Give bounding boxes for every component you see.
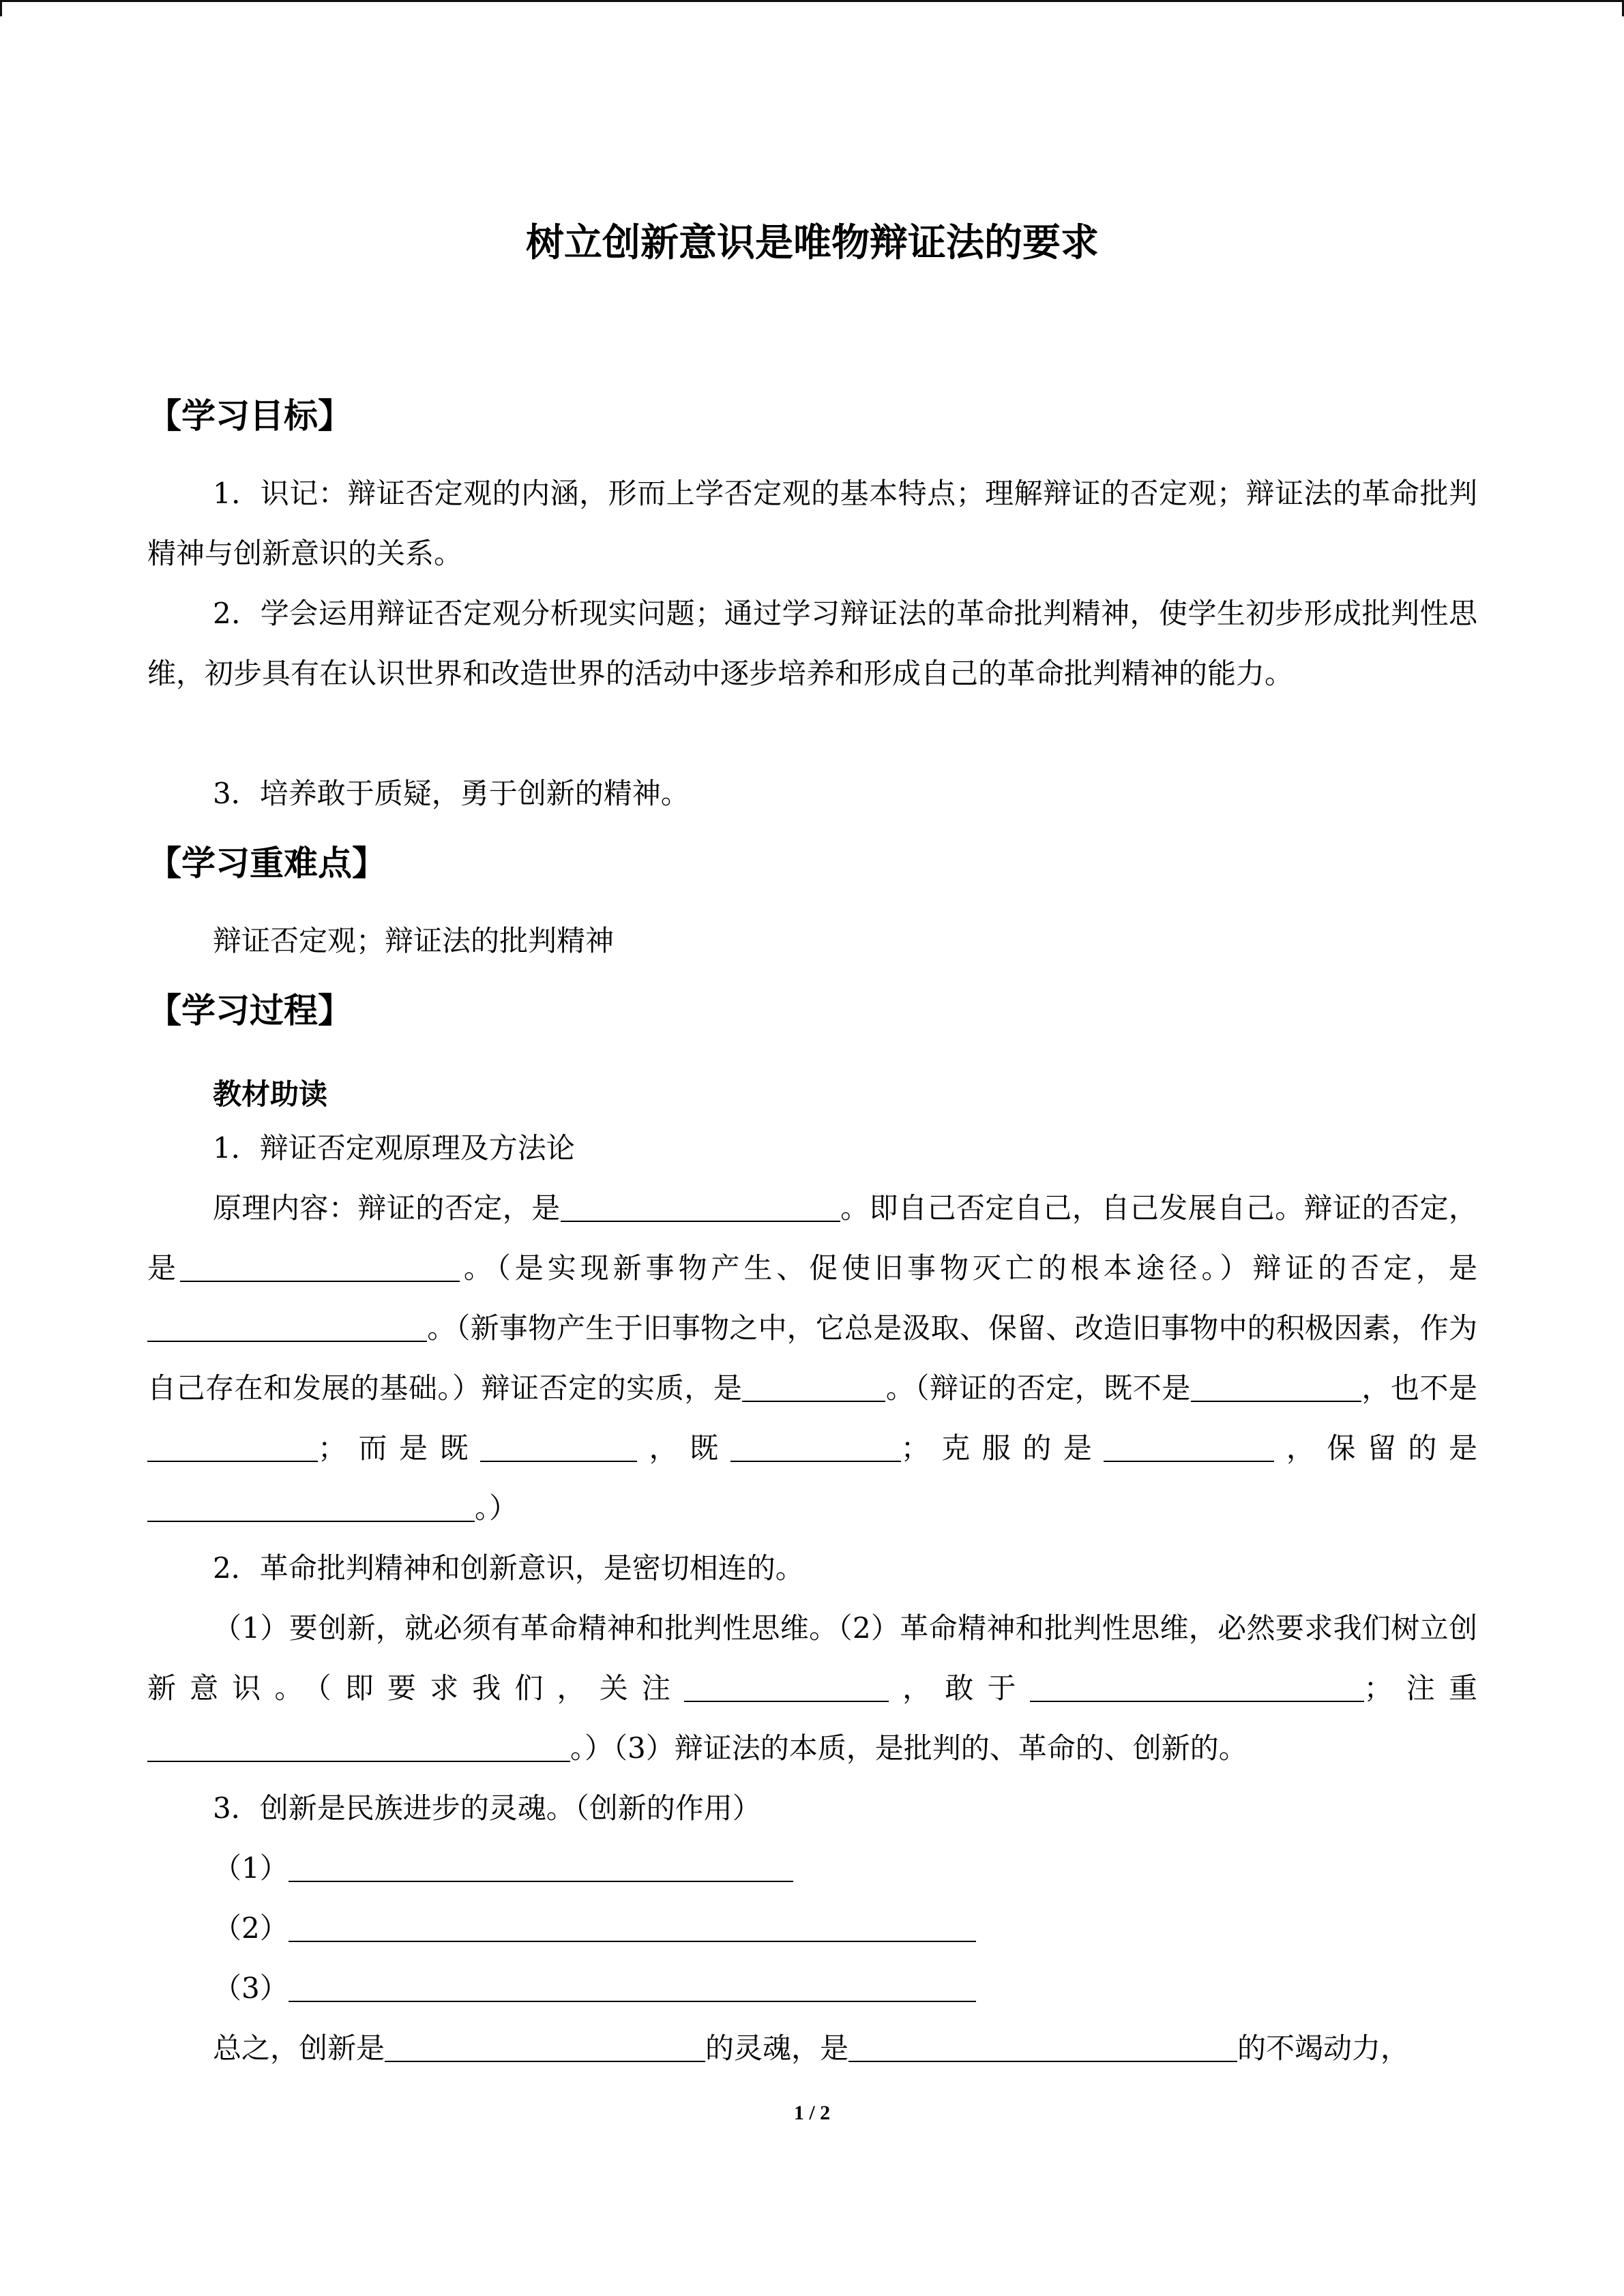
fill-blank[interactable] bbox=[147, 1493, 475, 1522]
page-top-border bbox=[0, 0, 1624, 2]
section-heading-key-points: 【学习重难点】 bbox=[147, 844, 386, 883]
page-left-border bbox=[0, 0, 2, 16]
item-3-title: 3．创新是民族进步的灵魂。（创新的作用） bbox=[213, 1791, 761, 1825]
fill-blank[interactable] bbox=[561, 1193, 840, 1222]
fill-blank[interactable] bbox=[147, 1733, 570, 1762]
negation-principle-paragraph: 原理内容：辩证的否定，是 。即自己否定自己，自己发展自己。辩证的否定，是 。（是实现新事物产生、促使旧事物灭亡的根本途径。）辩证的否定，是。（新事物产生于旧事物之中，它总是汲取、保留、改造旧事物中的积极因素，作为自己存在和发展的基础。）辩证否定的实质，是 。（辩证的否定，既不是 ，也不是；而是既 ，既 ；克服的是 ，保留的是。） bbox=[147, 1191, 1477, 1525]
fill-blank[interactable] bbox=[848, 2033, 1237, 2062]
goal-item-3: 3．培养敢于质疑，勇于创新的精神。 bbox=[213, 777, 690, 810]
section-heading-process: 【学习过程】 bbox=[147, 991, 352, 1030]
innovation-consciousness-paragraph: （1）要创新，就必须有革命精神和批判性思维。（2）革命精神和批判性思维，必然要求我们树立创新意识。（即要求我们，关注 ，敢于 ；注重 。）（3）辩证法的本质，是批判的、革命的、创新的。 bbox=[147, 1611, 1477, 1765]
fill-blank[interactable] bbox=[289, 1853, 793, 1882]
section-heading-goals: 【学习目标】 bbox=[147, 396, 352, 436]
innovation-summary: 总之，创新是 的灵魂，是 的不竭动力， bbox=[213, 2031, 1410, 2065]
fill-blank[interactable] bbox=[147, 1313, 427, 1342]
innovation-role-1: （1） bbox=[147, 1838, 1477, 1898]
fill-blank[interactable] bbox=[385, 2033, 705, 2062]
item-1-title: 1．辩证否定观原理及方法论 bbox=[213, 1131, 575, 1165]
fill-blank[interactable] bbox=[180, 1253, 460, 1282]
fill-blank[interactable] bbox=[480, 1433, 637, 1462]
key-points-text: 辩证否定观；辩证法的批判精神 bbox=[213, 924, 615, 957]
fill-blank[interactable] bbox=[289, 1913, 976, 1942]
fill-blank[interactable] bbox=[742, 1373, 885, 1402]
innovation-role-3: （3） bbox=[147, 1958, 1477, 2018]
page-number: 1 / 2 bbox=[793, 2102, 831, 2124]
fill-blank[interactable] bbox=[1104, 1433, 1274, 1462]
item-2-title: 2．革命批判精神和创新意识，是密切相连的。 bbox=[213, 1551, 804, 1585]
goal-item-2: 2．学会运用辩证否定观分析现实问题；通过学习辩证法的革命批判精神，使学生初步形成批判性思维，初步具有在认识世界和改造世界的活动中逐步培养和形成自己的革命批判精神的能力。 bbox=[147, 597, 1477, 690]
goal-item-1: 1．识记：辩证否定观的内涵，形而上学否定观的基本特点；理解辩证的否定观；辩证法的革命批判精神与创新意识的关系。 bbox=[147, 477, 1477, 570]
fill-blank[interactable] bbox=[684, 1673, 889, 1702]
subheading-textbook-guide: 教材助读 bbox=[213, 1077, 328, 1111]
fill-blank[interactable] bbox=[147, 1433, 318, 1462]
fill-blank[interactable] bbox=[1191, 1373, 1361, 1402]
fill-blank[interactable] bbox=[1030, 1673, 1364, 1702]
fill-blank[interactable] bbox=[289, 1973, 976, 2002]
document-title: 树立创新意识是唯物辩证法的要求 bbox=[526, 221, 1099, 265]
innovation-role-2: （2） bbox=[147, 1898, 1477, 1958]
fill-blank[interactable] bbox=[730, 1433, 901, 1462]
